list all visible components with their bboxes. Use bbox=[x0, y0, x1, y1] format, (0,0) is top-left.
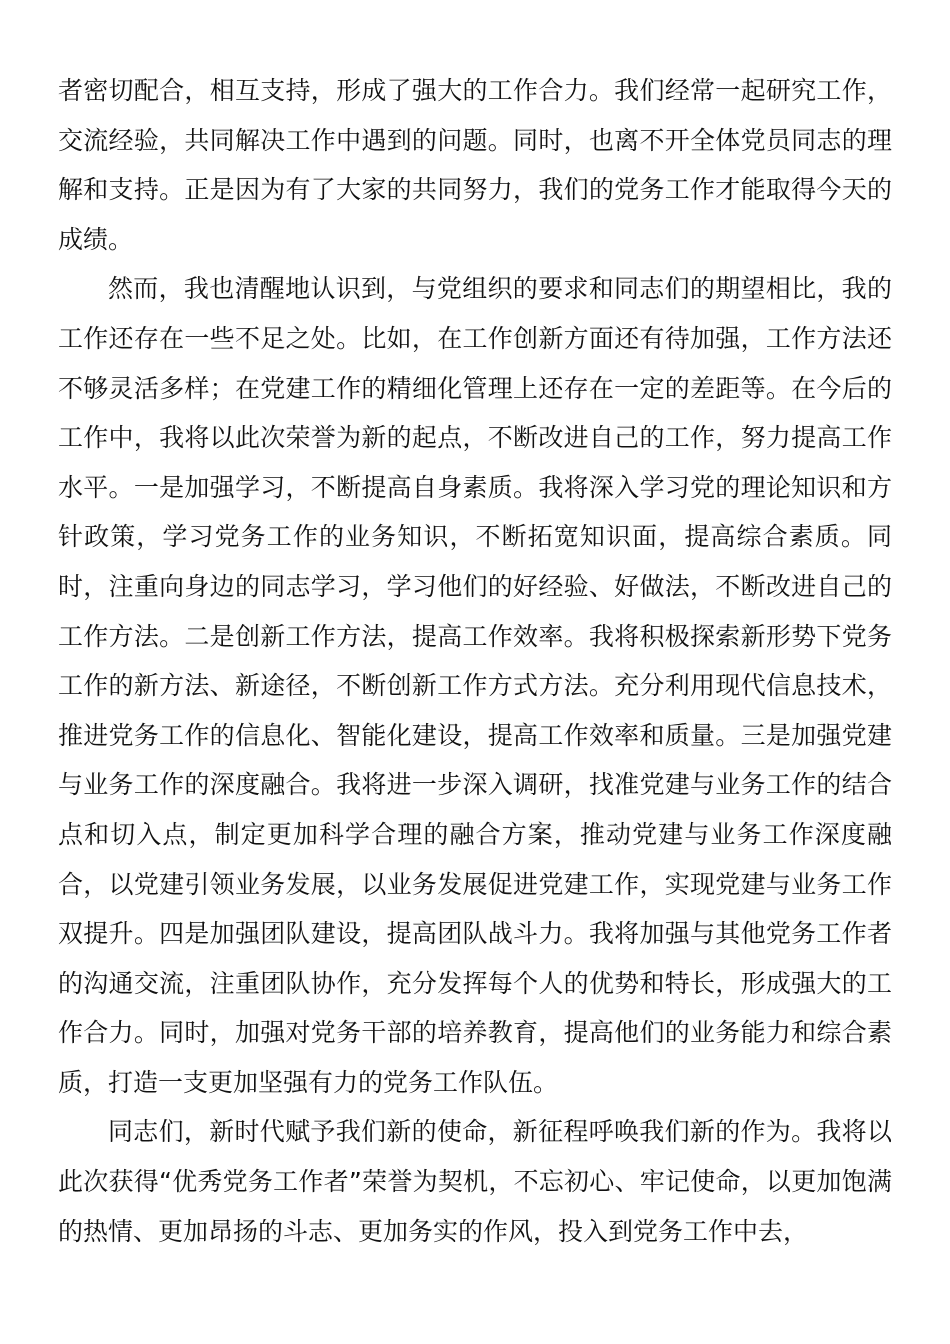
paragraph-3: 同志们，新时代赋予我们新的使命，新征程呼唤我们新的作为。我将以此次获得“优秀党务工作者”荣誉为契机，不忘初心、牢记使命，以更加饱满的热情、更加昂扬的斗志、更加务实的作风，投入到党务工作中去， bbox=[58, 1117, 892, 1246]
paragraph-2: 然而，我也清醒地认识到，与党组织的要求和同志们的期望相比，我的工作还存在一些不足之处。比如，在工作创新方面还有待加强，工作方法还不够灵活多样；在党建工作的精细化管理上还存在一定的差距等。在今后的工作中，我将以此次荣誉为新的起点，不断改进自己的工作，努力提高工作水平。一是加强学习，不断提高自身素质。我将深入学习党的理论知识和方针政策，学习党务工作的业务知识，不断拓宽知识面，提高综合素质。同时，注重向身边的同志学习，学习他们的好经验、好做法，不断改进自己的工作方法。二是创新工作方法，提高工作效率。我将积极探索新形势下党务工作的新方法、新途径，不断创新工作方式方法。充分利用现代信息技术，推进党务工作的信息化、智能化建设，提高工作效率和质量。三是加强党建与业务工作的深度融合。我将进一步深入调研，找准党建与业务工作的结合点和切入点，制定更加科学合理的融合方案，推动党建与业务工作深度融合，以党建引领业务发展，以业务发展促进党建工作，实现党建与业务工作双提升。四是加强团队建设，提高团队战斗力。我将加强与其他党务工作者的沟通交流，注重团队协作，充分发挥每个人的优势和特长，形成强大的工作合力。同时，加强对党务干部的培养教育，提高他们的业务能力和综合素质，打造一支更加坚强有力的党务工作队伍。 bbox=[58, 274, 892, 1097]
paragraph-1: 者密切配合，相互支持，形成了强大的工作合力。我们经常一起研究工作，交流经验，共同解决工作中遇到的问题。同时，也离不开全体党员同志的理解和支持。正是因为有了大家的共同努力，我们的党务工作才能取得今天的成绩。 bbox=[58, 76, 892, 254]
document-body bbox=[58, 66, 892, 1256]
